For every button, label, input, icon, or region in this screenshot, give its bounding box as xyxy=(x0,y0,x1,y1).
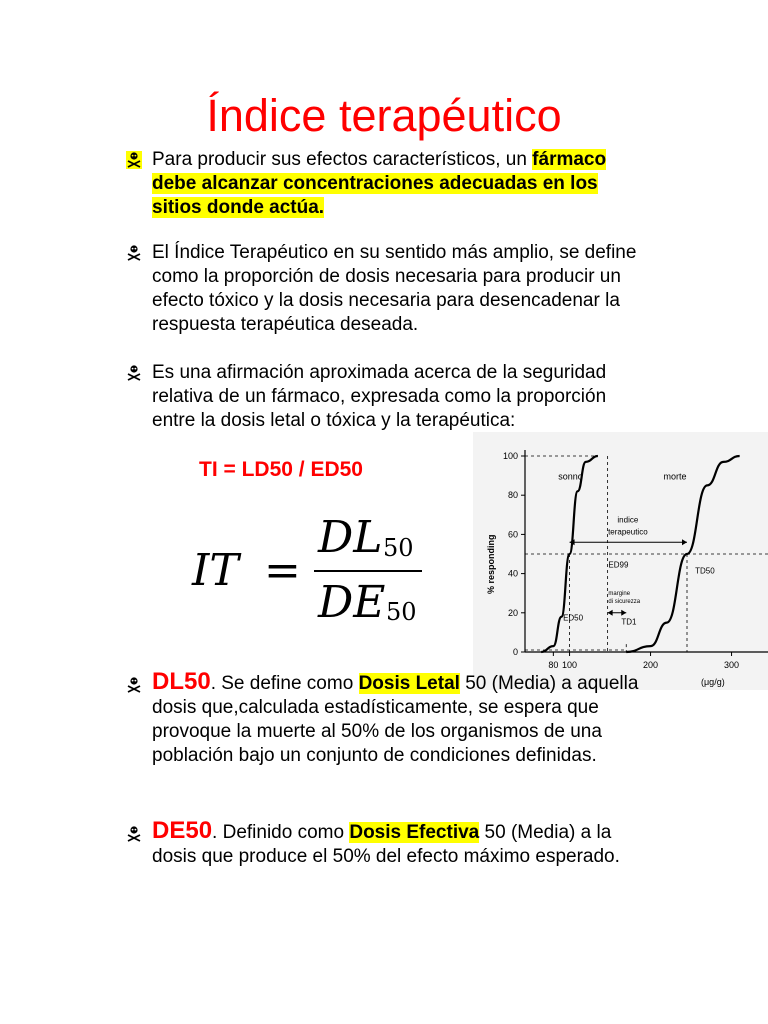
formula-equals: = xyxy=(264,545,301,596)
y-tick-label: 20 xyxy=(507,607,518,618)
annotation-terapeutico: terapeutico xyxy=(608,527,648,537)
y-tick-label: 0 xyxy=(512,647,518,657)
series-label-sonno: sonno xyxy=(558,471,583,482)
dose-response-chart xyxy=(473,432,768,690)
x-tick-label: 200 xyxy=(643,660,659,670)
formula-denominator: DE xyxy=(318,577,386,628)
bullet-text: Es una afirmación aproximada acerca de la seguridad relativa de un fármaco, expresada como la proporción entre la dosis letal o tóxica y la terapéutica: xyxy=(152,362,607,431)
bullet-item xyxy=(124,670,644,768)
formula-lhs: IT xyxy=(192,545,239,596)
bullet-item xyxy=(124,148,644,220)
skull-crossbones-icon xyxy=(126,364,142,382)
bullet-text xyxy=(152,819,644,869)
x-tick-label: 100 xyxy=(562,660,578,670)
annotation-td50: TD50 xyxy=(695,566,715,576)
annotation-margine: margine xyxy=(608,591,631,598)
annotation-ed99: ED99 xyxy=(608,560,629,570)
it-formula xyxy=(188,500,438,630)
x-tick-label: 80 xyxy=(548,660,559,670)
y-tick-label: 100 xyxy=(502,451,518,461)
highlighted-text: fármaco debe alcanzar concentraciones adecuadas en los sitios donde actúa. xyxy=(152,149,607,218)
y-tick-label: 40 xyxy=(507,568,518,579)
highlighted-text: Dosis Letal xyxy=(358,673,460,694)
formula-numerator: DL xyxy=(318,512,383,563)
formula-numerator-sub: 50 xyxy=(383,534,414,562)
ti-arrow-head-right xyxy=(682,539,687,545)
skull-crossbones-icon xyxy=(126,151,142,169)
series-label-morte: morte xyxy=(663,471,687,482)
skull-crossbones-icon xyxy=(126,244,142,262)
highlighted-text: Dosis Efectiva xyxy=(349,822,480,843)
page-title: Índice terapéutico xyxy=(206,90,562,141)
annotation-sicurezza: di sicurezza xyxy=(608,599,641,605)
bullet-text: El Índice Terapéutico en su sentido más amplio, se define como la proporción de dosis necesaria para producir un efecto tóxico y la dosis necesaria para desencadenar la respuesta terapéutica deseada. xyxy=(152,242,637,335)
x-tick-label: 300 xyxy=(724,660,740,670)
term-dl50: DL50 xyxy=(152,668,211,695)
annotation-ed50: ED50 xyxy=(563,613,584,623)
annotation-indice: indice xyxy=(617,515,639,525)
margin-arrow-head-left xyxy=(608,610,613,616)
formula-denominator-sub: 50 xyxy=(386,598,417,626)
term-de50: DE50 xyxy=(152,817,213,844)
bullet-text-plain: Para producir sus efectos característicos, un xyxy=(152,149,533,170)
bullet-text-plain: . Definido como xyxy=(212,822,350,843)
bullet-item xyxy=(124,819,644,869)
ti-formula: TI = LD50 / ED50 xyxy=(199,458,363,481)
annotation-td1: TD1 xyxy=(621,617,637,627)
bullet-item xyxy=(124,361,644,433)
bullet-text xyxy=(152,670,644,768)
bullet-text-plain: 50 (Media) a la dosis que produce el 50% del efecto máximo esperado. xyxy=(152,822,620,867)
bullet-text xyxy=(152,148,644,220)
bullet-text-plain: 50 (Media) a aquella dosis que,calculada estadísticamente, se espera que provoque la muerte al 50% de los organismos de una población bajo un conjunto de condiciones definidas. xyxy=(152,673,639,766)
bullet-text-plain: . Se define como xyxy=(210,673,359,694)
bullet-item xyxy=(124,241,644,337)
y-tick-label: 60 xyxy=(507,529,518,540)
y-tick-label: 80 xyxy=(507,490,518,501)
y-axis-label: % responding xyxy=(486,534,496,594)
chart-svg xyxy=(473,432,768,690)
skull-crossbones-icon xyxy=(126,676,142,694)
skull-crossbones-icon xyxy=(126,825,142,843)
margin-arrow-head-right xyxy=(621,610,626,616)
x-axis-label: (μg/g) xyxy=(701,677,725,687)
